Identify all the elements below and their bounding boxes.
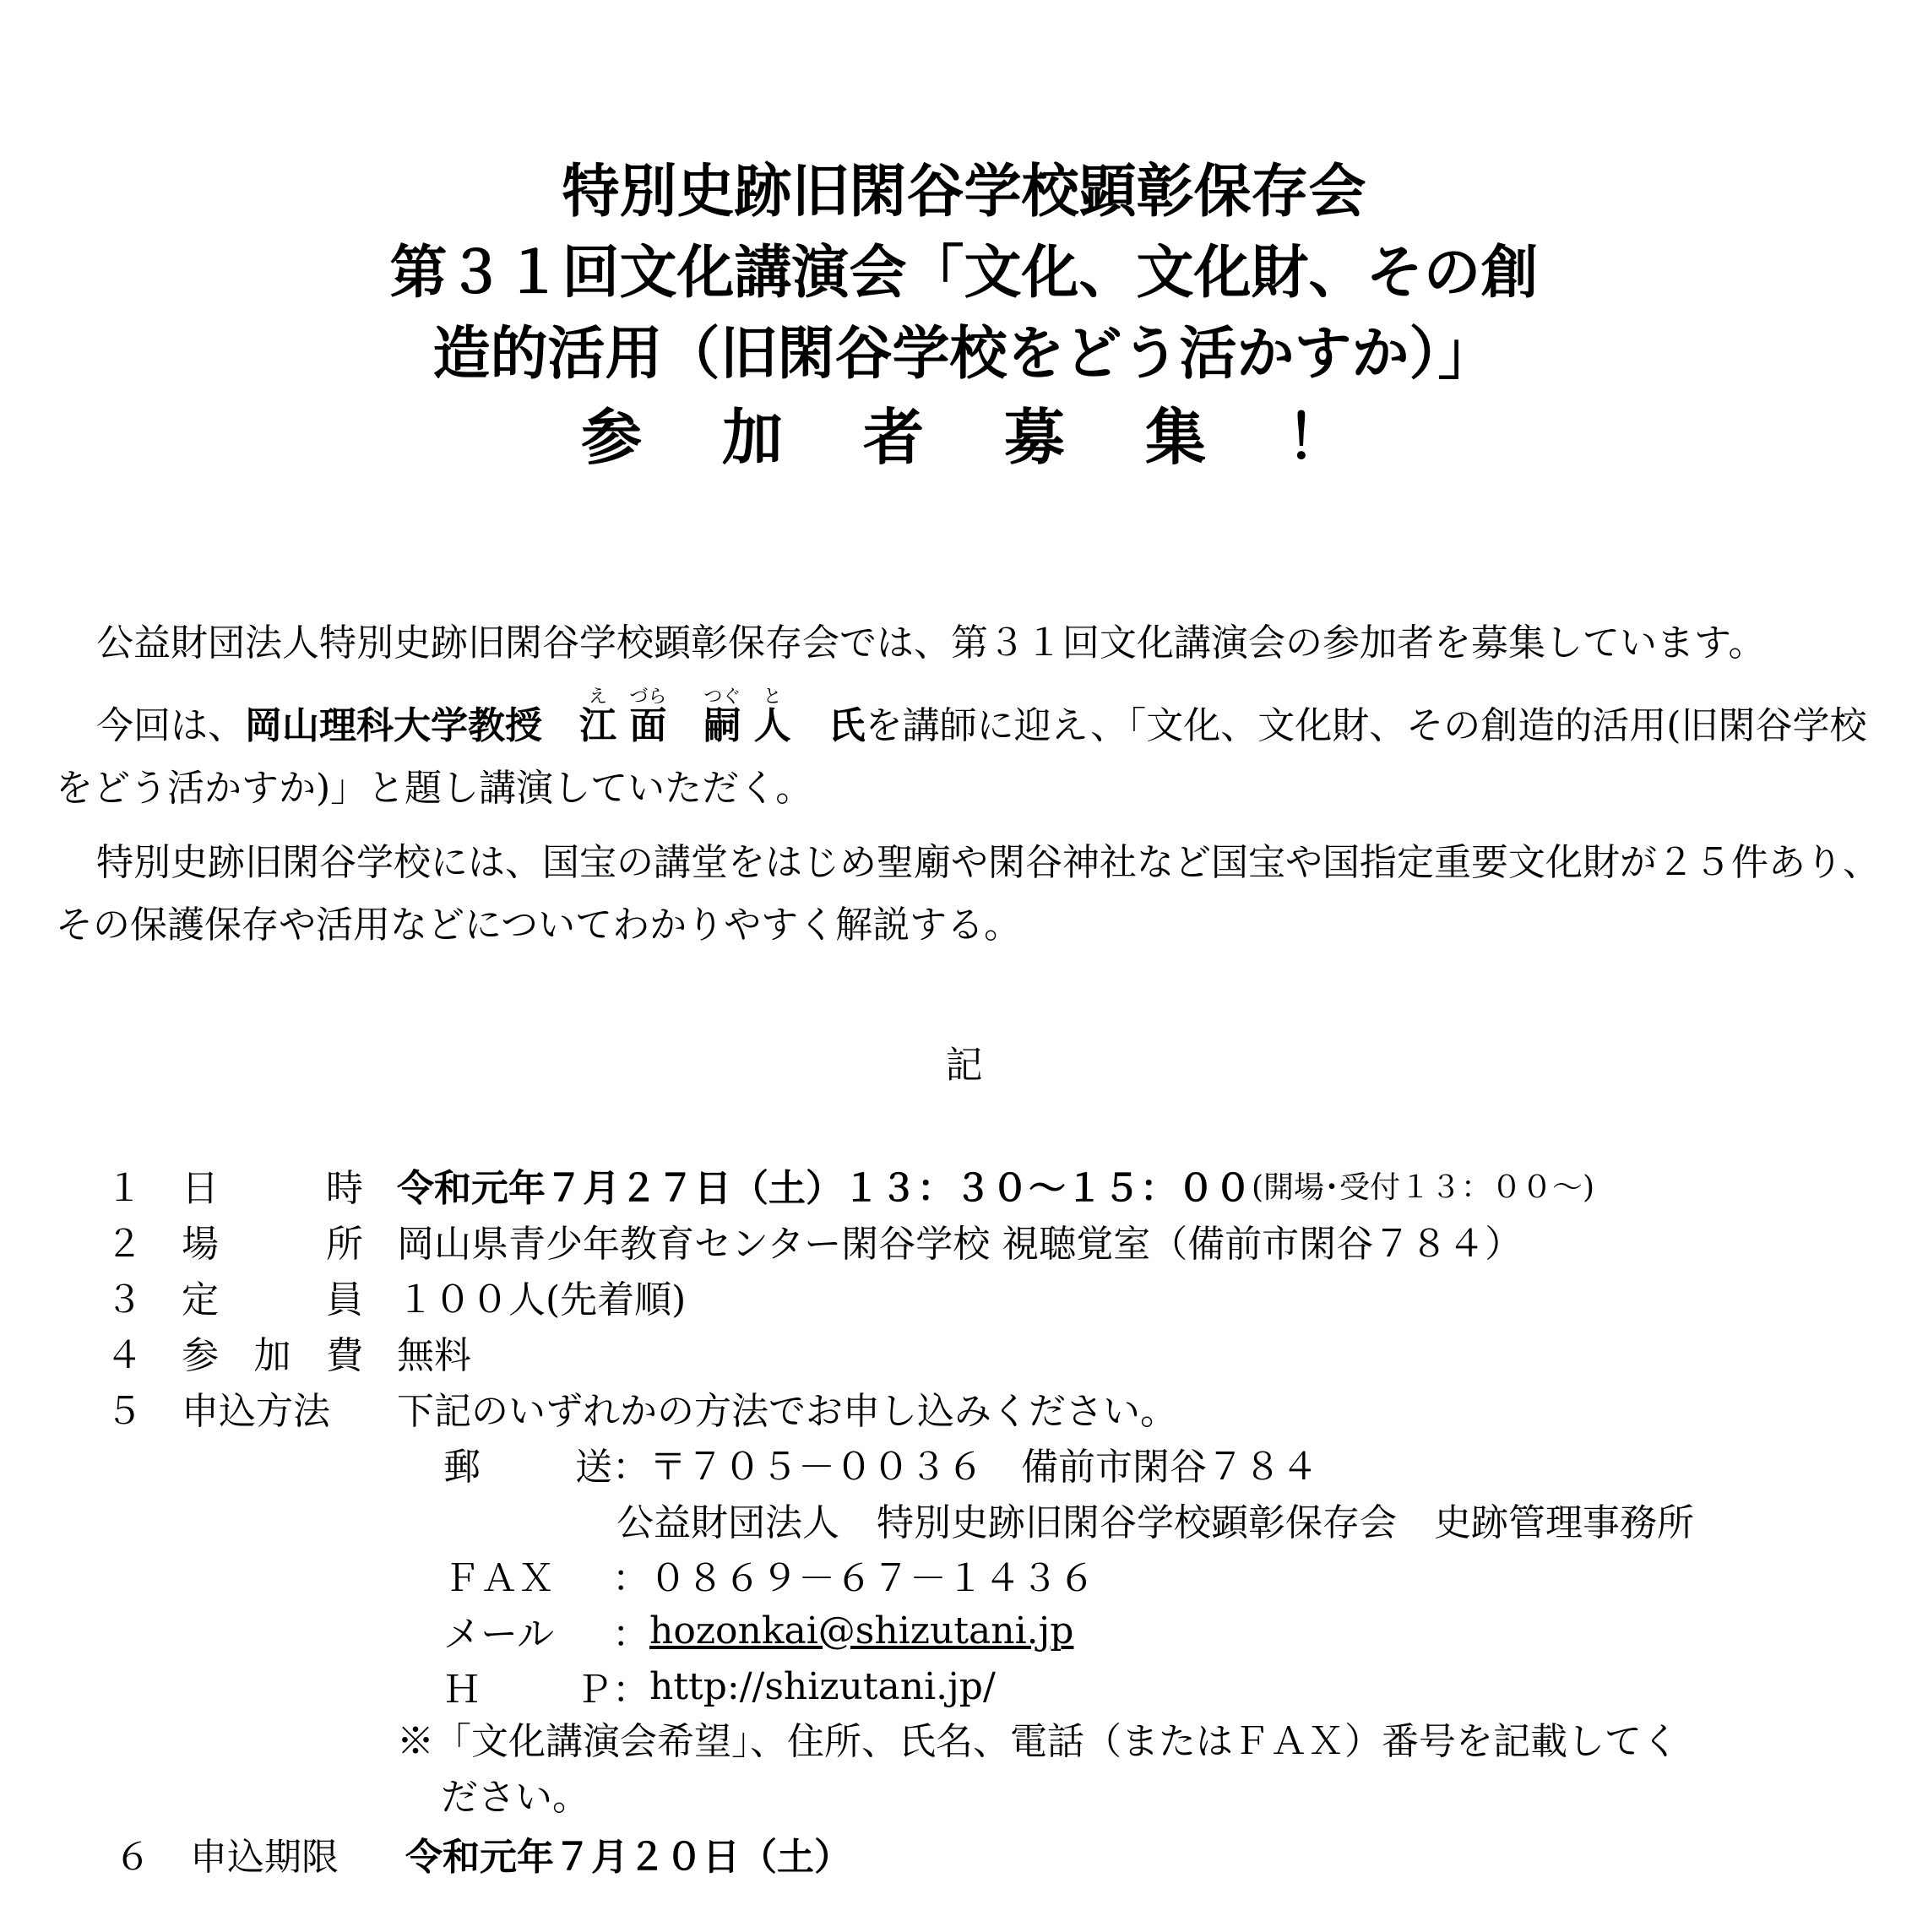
item-number: １: [106, 1167, 143, 1210]
email-label: メール: [443, 1613, 555, 1656]
title-lecture-line2: 造的活用（旧閑谷学校をどう活かすか）」: [432, 321, 1496, 388]
detail-row-apply-method: [106, 1380, 1917, 1435]
item-number: ２: [106, 1223, 143, 1266]
item-number: ４: [106, 1334, 143, 1377]
recruit-char: 参: [580, 402, 642, 473]
detail-row-deadline: [114, 1826, 1917, 1881]
ki-heading: 記: [945, 1044, 983, 1087]
speaker-affiliation: 岡山理科大学教授: [245, 704, 542, 747]
speaker-char: 人と: [753, 687, 791, 747]
recruit-char: 集: [1145, 402, 1207, 473]
email-link[interactable]: hozonkai@shizutani.jp: [649, 1609, 1074, 1653]
item-number: ６: [114, 1836, 151, 1879]
title-recruit: [0, 395, 1928, 480]
detail-row-venue: [106, 1213, 1917, 1268]
hp-link[interactable]: http://shizutani.jp/: [649, 1664, 996, 1708]
detail-row-fee: [106, 1324, 1917, 1380]
item-note: (開場･受付１３：００〜): [1252, 1170, 1595, 1205]
apply-note: [397, 1714, 1917, 1826]
note-line: ※「文化講演会希望」、住所、氏名、電話（またはＦＡＸ）番号を記載してく: [397, 1720, 1679, 1763]
fax-value: ：０８６９－６７－１４３６: [612, 1557, 1095, 1600]
item-value: 令和元年７月２０日（土）: [405, 1836, 851, 1879]
item-label: 参 加 費: [182, 1334, 363, 1377]
speaker-char: 面づら: [629, 687, 667, 747]
detail-row-datetime: [106, 1157, 1917, 1213]
mail-value: ：〒７０５－００３６ 備前市閑谷７８４: [612, 1446, 1318, 1489]
speaker-honorific: 氏: [828, 704, 866, 747]
item-value: 令和元年７月２７日（土）１３：３０〜１５：００: [397, 1167, 1252, 1210]
apply-homepage: Ｈ Ｐ ： http://shizutani.jp/: [443, 1658, 1917, 1714]
details-list: [106, 1157, 1917, 1881]
item-value: 岡山県青少年教育センター閑谷学校 視聴覚室（備前市閑谷７８４）: [397, 1223, 1523, 1266]
apply-fax: [443, 1547, 1917, 1603]
item-label: 申込方法: [182, 1390, 330, 1433]
item-value: 無料: [397, 1334, 471, 1377]
intro-p2-prefix: 今回は、: [96, 704, 245, 747]
intro-p2-suffix: を講師に迎え、「文化、文化財、その創造的活用(旧閑谷学校をどう活かすか)」と題し講演していただく。: [56, 704, 1867, 810]
intro-paragraph-3: 特別史跡旧閑谷学校には、国宝の講堂をはじめ聖廟や閑谷神社など国宝や国指定重要文化財が２５件あり、その保護保存や活用などについてわかりやすく解説する。: [56, 841, 1880, 947]
item-value: １００人(先着順): [397, 1278, 687, 1321]
recruit-char: ！: [1286, 402, 1348, 473]
item-label: 場 所: [182, 1223, 363, 1266]
intro-text: [56, 612, 1897, 969]
item-label: 申込期限: [190, 1836, 339, 1879]
apply-mail: [443, 1435, 1917, 1491]
speaker-char: 江え: [579, 687, 616, 747]
item-value: 下記のいずれかの方法でお申し込みください。: [397, 1390, 1177, 1433]
recruit-char: 加: [721, 402, 783, 473]
item-number: ３: [106, 1278, 143, 1321]
note-line: ださい。: [441, 1776, 589, 1819]
title-organization: 特別史跡旧閑谷学校顕彰保存会: [562, 159, 1366, 225]
recruit-char: 者: [862, 402, 924, 473]
apply-email: メール ： hozonkai@shizutani.jp: [443, 1603, 1917, 1658]
speaker-char: 嗣つぐ: [703, 687, 741, 747]
title-lecture-line1: 第３１回文化講演会「文化、文化財、その創: [389, 240, 1539, 307]
title-block: [0, 152, 1928, 480]
recruit-char: 募: [1004, 402, 1066, 473]
fax-label: ＦＡＸ: [443, 1557, 555, 1600]
mail-organization: 公益財団法人 特別史跡旧閑谷学校顕彰保存会 史跡管理事務所: [616, 1501, 1694, 1544]
item-label: 日 時: [182, 1167, 363, 1210]
detail-row-capacity: [106, 1268, 1917, 1324]
hp-label: Ｈ Ｐ: [443, 1669, 612, 1712]
speaker-name: [542, 687, 866, 747]
intro-paragraph-1: 公益財団法人特別史跡旧閑谷学校顕彰保存会では、第３１回文化講演会の参加者を募集しています。: [96, 621, 1766, 665]
item-number: ５: [106, 1390, 143, 1433]
item-label: 定 員: [182, 1278, 363, 1321]
intro-paragraph-2: [56, 687, 1897, 820]
mail-label: 郵 送: [443, 1446, 612, 1489]
